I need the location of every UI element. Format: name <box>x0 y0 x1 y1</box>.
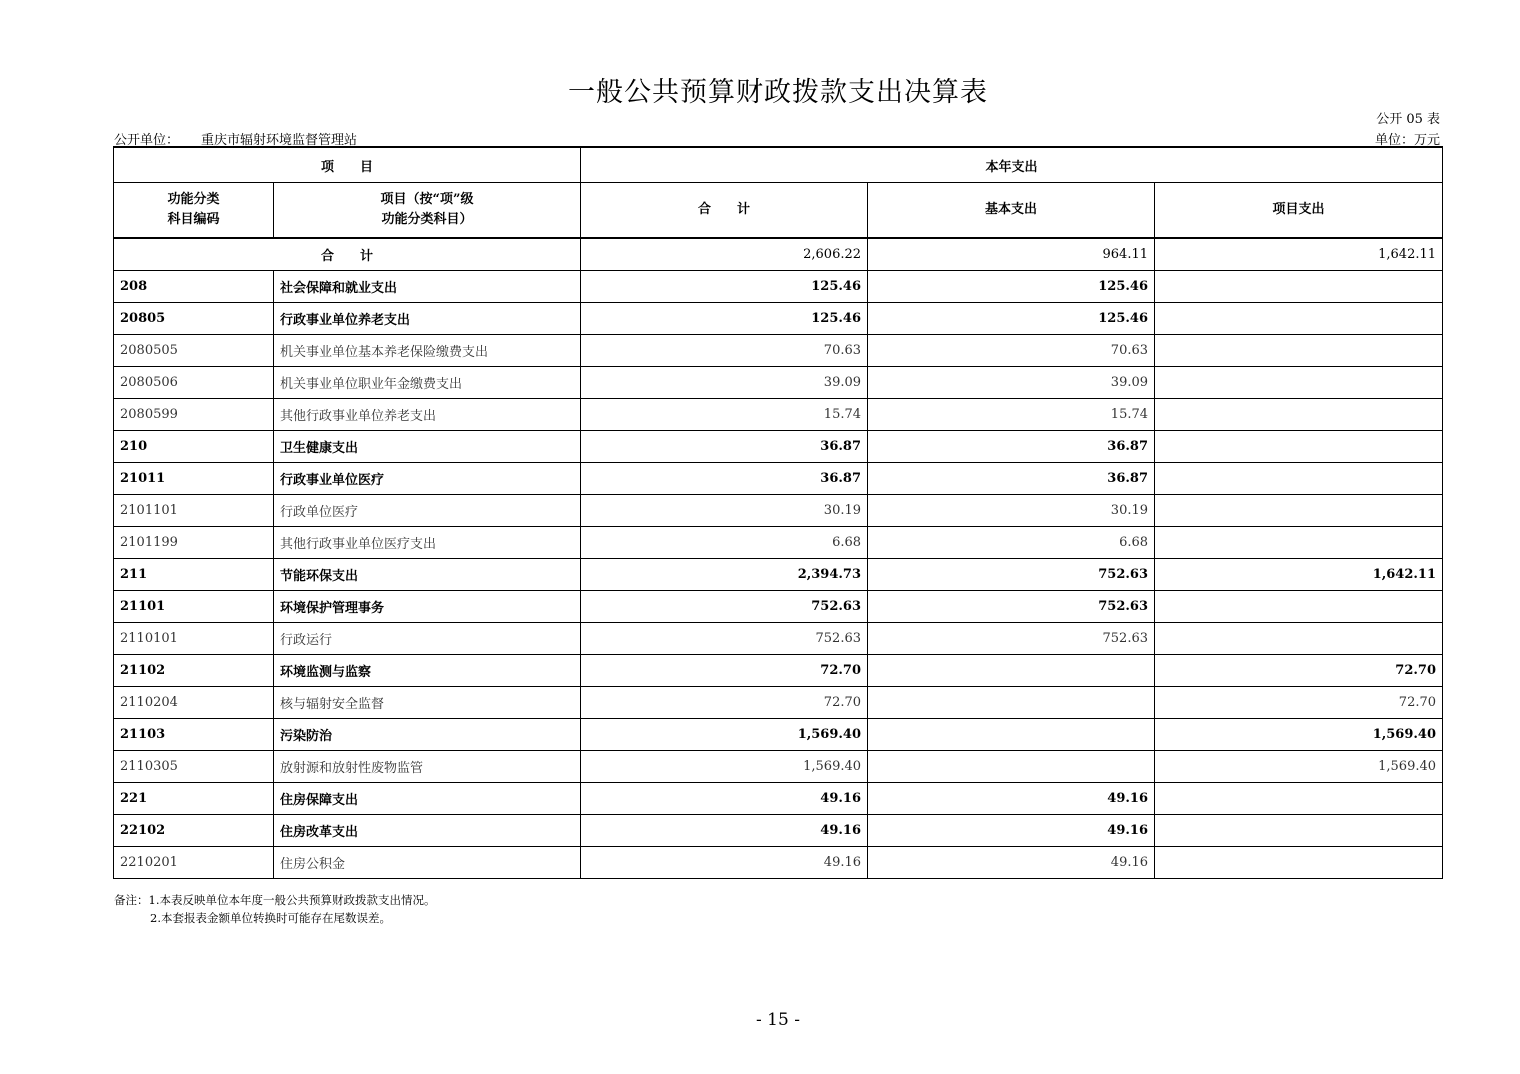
row-project <box>1155 303 1443 335</box>
row-total: 70.63 <box>581 335 868 367</box>
row-basic: 752.63 <box>868 623 1155 655</box>
row-name: 行政单位医疗 <box>274 495 581 527</box>
row-name: 住房公积金 <box>274 847 581 879</box>
row-name: 行政事业单位养老支出 <box>274 303 581 335</box>
row-total: 30.19 <box>581 495 868 527</box>
row-code: 208 <box>114 271 274 303</box>
header-name: 项目（按“项”级 功能分类科目） <box>274 183 581 239</box>
row-basic: 70.63 <box>868 335 1155 367</box>
header-code: 功能分类 科目编码 <box>114 183 274 239</box>
table-row <box>114 623 1443 655</box>
row-name: 住房保障支出 <box>274 783 581 815</box>
row-code: 21101 <box>114 591 274 623</box>
row-name: 环境监测与监察 <box>274 655 581 687</box>
page-number: - 15 - <box>756 1010 800 1030</box>
table-row <box>114 399 1443 431</box>
table-row <box>114 751 1443 783</box>
row-total: 49.16 <box>581 783 868 815</box>
row-name: 行政运行 <box>274 623 581 655</box>
row-code: 2101199 <box>114 527 274 559</box>
row-name: 其他行政事业单位医疗支出 <box>274 527 581 559</box>
unit-name: 重庆市辐射环境监督管理站 <box>201 133 358 148</box>
header-basic: 基本支出 <box>868 183 1155 239</box>
row-basic: 125.46 <box>868 271 1155 303</box>
row-total: 36.87 <box>581 463 868 495</box>
row-total: 49.16 <box>581 815 868 847</box>
row-project <box>1155 815 1443 847</box>
row-total: 72.70 <box>581 687 868 719</box>
header-project: 项目支出 <box>1155 183 1443 239</box>
row-basic <box>868 751 1155 783</box>
row-project: 72.70 <box>1155 687 1443 719</box>
table-row <box>114 591 1443 623</box>
table-row <box>114 847 1443 879</box>
row-code: 2080506 <box>114 367 274 399</box>
row-total: 752.63 <box>581 623 868 655</box>
row-basic <box>868 719 1155 751</box>
row-project: 1,642.11 <box>1155 559 1443 591</box>
total-sum: 2,606.22 <box>581 238 868 271</box>
row-basic <box>868 687 1155 719</box>
row-project <box>1155 367 1443 399</box>
table-row <box>114 271 1443 303</box>
row-code: 221 <box>114 783 274 815</box>
row-name: 卫生健康支出 <box>274 431 581 463</box>
total-row <box>114 238 1443 271</box>
row-code: 2101101 <box>114 495 274 527</box>
row-basic <box>868 655 1155 687</box>
row-project <box>1155 783 1443 815</box>
row-project <box>1155 527 1443 559</box>
row-project <box>1155 271 1443 303</box>
row-total: 36.87 <box>581 431 868 463</box>
row-total: 15.74 <box>581 399 868 431</box>
row-basic: 49.16 <box>868 783 1155 815</box>
note-2: 2.本套报表金额单位转换时可能存在尾数误差。 <box>150 911 391 925</box>
row-total: 72.70 <box>581 655 868 687</box>
table-row <box>114 719 1443 751</box>
row-name: 住房改革支出 <box>274 815 581 847</box>
row-name: 机关事业单位职业年金缴费支出 <box>274 367 581 399</box>
row-total: 2,394.73 <box>581 559 868 591</box>
header-row-sub <box>114 183 1443 239</box>
table-row <box>114 655 1443 687</box>
row-total: 6.68 <box>581 527 868 559</box>
table-row <box>114 527 1443 559</box>
table-row <box>114 463 1443 495</box>
row-project <box>1155 399 1443 431</box>
row-project <box>1155 847 1443 879</box>
row-code: 21103 <box>114 719 274 751</box>
table-row <box>114 559 1443 591</box>
row-basic: 36.87 <box>868 463 1155 495</box>
table-row <box>114 815 1443 847</box>
row-code: 22102 <box>114 815 274 847</box>
row-basic: 752.63 <box>868 559 1155 591</box>
row-name: 其他行政事业单位养老支出 <box>274 399 581 431</box>
row-basic: 30.19 <box>868 495 1155 527</box>
row-name: 放射源和放射性废物监管 <box>274 751 581 783</box>
row-basic: 49.16 <box>868 815 1155 847</box>
row-project: 1,569.40 <box>1155 719 1443 751</box>
header-total: 合 计 <box>581 183 868 239</box>
row-code: 21011 <box>114 463 274 495</box>
row-basic: 39.09 <box>868 367 1155 399</box>
table-row <box>114 783 1443 815</box>
row-name: 行政事业单位医疗 <box>274 463 581 495</box>
row-project: 72.70 <box>1155 655 1443 687</box>
row-total: 125.46 <box>581 271 868 303</box>
total-project: 1,642.11 <box>1155 238 1443 271</box>
table-row <box>114 303 1443 335</box>
row-total: 49.16 <box>581 847 868 879</box>
row-name: 环境保护管理事务 <box>274 591 581 623</box>
row-code: 2110305 <box>114 751 274 783</box>
row-code: 211 <box>114 559 274 591</box>
notes <box>114 891 435 927</box>
unit-label: 公开单位： <box>114 133 180 148</box>
row-project <box>1155 591 1443 623</box>
row-name: 核与辐射安全监督 <box>274 687 581 719</box>
note-1: 备注：1.本表反映单位本年度一般公共预算财政拨款支出情况。 <box>114 893 436 907</box>
table-row <box>114 367 1443 399</box>
total-label: 合 计 <box>114 238 581 271</box>
row-project <box>1155 463 1443 495</box>
row-basic: 15.74 <box>868 399 1155 431</box>
row-name: 机关事业单位基本养老保险缴费支出 <box>274 335 581 367</box>
form-number: 公开 05 表 <box>1376 112 1440 127</box>
row-code: 2110204 <box>114 687 274 719</box>
row-code: 2210201 <box>114 847 274 879</box>
row-total: 39.09 <box>581 367 868 399</box>
row-basic: 36.87 <box>868 431 1155 463</box>
table-row <box>114 431 1443 463</box>
row-basic: 752.63 <box>868 591 1155 623</box>
row-code: 2110101 <box>114 623 274 655</box>
expenditure-table <box>113 146 1443 879</box>
row-name: 节能环保支出 <box>274 559 581 591</box>
row-project <box>1155 623 1443 655</box>
page-title: 一般公共预算财政拨款支出决算表 <box>568 77 988 108</box>
row-name: 社会保障和就业支出 <box>274 271 581 303</box>
row-project <box>1155 495 1443 527</box>
row-code: 21102 <box>114 655 274 687</box>
row-total: 752.63 <box>581 591 868 623</box>
table-row <box>114 687 1443 719</box>
row-code: 2080599 <box>114 399 274 431</box>
header-row-top <box>114 147 1443 183</box>
row-basic: 49.16 <box>868 847 1155 879</box>
table-row <box>114 335 1443 367</box>
money-unit: 单位：万元 <box>1374 133 1440 148</box>
header-item: 项 目 <box>114 147 581 183</box>
row-total: 125.46 <box>581 303 868 335</box>
row-basic: 6.68 <box>868 527 1155 559</box>
table-row <box>114 495 1443 527</box>
row-project <box>1155 335 1443 367</box>
row-total: 1,569.40 <box>581 719 868 751</box>
total-basic: 964.11 <box>868 238 1155 271</box>
row-name: 污染防治 <box>274 719 581 751</box>
row-code: 20805 <box>114 303 274 335</box>
row-total: 1,569.40 <box>581 751 868 783</box>
row-basic: 125.46 <box>868 303 1155 335</box>
header-this-year: 本年支出 <box>581 147 1443 183</box>
row-project <box>1155 431 1443 463</box>
row-code: 2080505 <box>114 335 274 367</box>
row-project: 1,569.40 <box>1155 751 1443 783</box>
row-code: 210 <box>114 431 274 463</box>
